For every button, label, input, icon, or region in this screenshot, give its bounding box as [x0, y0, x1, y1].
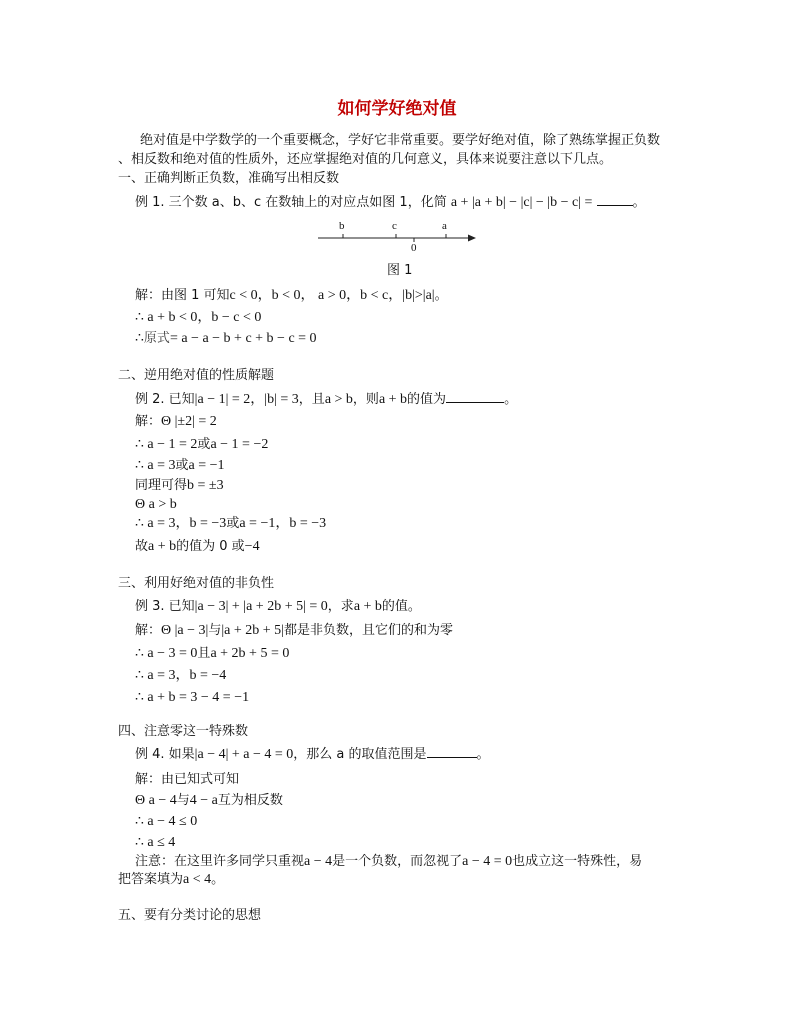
solution-2-line-6 — [135, 538, 260, 556]
solution-4-line-3: ∴ a ≤ 4 — [135, 835, 176, 850]
text: 故 — [135, 539, 149, 554]
text: 注意：在这里许多同学只重视 — [135, 854, 305, 869]
math: ∴ a = 3 — [135, 458, 176, 473]
math: a + b — [148, 539, 177, 554]
solution-4-line-1 — [135, 792, 283, 810]
section-1-heading: 一、正确判断正负数，准确写出相反数 — [118, 171, 340, 186]
solution-3-line-1 — [135, 645, 289, 663]
solution-label: 解： — [135, 623, 162, 638]
text: ，求 — [327, 599, 354, 614]
note-line-2 — [118, 871, 224, 889]
math: a − 4 = 0 — [462, 854, 513, 869]
number-line-figure — [310, 218, 485, 258]
example-2-math-2: a > b — [324, 392, 353, 407]
text: 的值。 — [381, 599, 421, 614]
text: 与 — [208, 623, 222, 638]
example-4 — [135, 745, 490, 764]
math: b = ±3 — [187, 478, 224, 493]
math: a + b — [353, 599, 382, 614]
axis-label-c: c — [392, 220, 397, 232]
example-2-text-2: ，且 — [298, 392, 325, 407]
text: 例 3. 已知 — [135, 599, 195, 614]
math: Θ |a − 3| — [161, 623, 209, 638]
text: 都是非负数，且它们的和为零 — [283, 623, 453, 638]
section-2-heading: 二、逆用绝对值的性质解题 — [118, 368, 275, 383]
text-or: 或 — [226, 516, 240, 531]
math: a < 4 — [183, 872, 212, 887]
answer-blank — [597, 193, 633, 206]
text: 。 — [476, 747, 490, 762]
text: 。 — [211, 872, 225, 887]
solution-1-math: c < 0，b < 0， a > 0，b < c，|b|>|a| — [229, 288, 435, 303]
text: 互为相反数 — [217, 793, 283, 808]
text: 与 — [176, 793, 190, 808]
solution-1 — [135, 287, 448, 305]
solution-1-text: 解：由图 1 可知 — [135, 288, 230, 303]
figure-caption: 图 1 — [387, 263, 413, 278]
solution-3-line-0 — [135, 622, 453, 640]
text-or: 或 — [175, 458, 189, 473]
solution-2-line-5 — [135, 515, 326, 533]
math: a − 1 = −2 — [210, 437, 269, 452]
text: 同理可得 — [135, 478, 188, 493]
example-1 — [135, 193, 646, 212]
solution-3-line-3: ∴ a + b = 3 − 4 = −1 — [135, 690, 250, 705]
solution-4-line-0: 解：由已知式可知 — [135, 772, 240, 787]
text: 的值为 0 或 — [176, 539, 245, 554]
math: 4 − a — [189, 793, 218, 808]
math: |a − 4| + a − 4 = 0 — [194, 747, 294, 762]
solution-1-result: = a − a − b + c + b − c = 0 — [169, 331, 317, 346]
text: 也成立这一特殊性，易 — [512, 854, 643, 869]
math: −4 — [244, 539, 260, 554]
therefore-sign: ∴ — [135, 331, 144, 346]
section-4-heading: 四、注意零这一特殊数 — [118, 724, 249, 739]
page-title: 如何学好绝对值 — [337, 99, 457, 119]
solution-2-math-0: Θ |±2| = 2 — [161, 414, 217, 429]
solution-2-line-4: Θ a > b — [135, 497, 177, 512]
axis-label-0: 0 — [411, 242, 417, 254]
example-1-math: a + |a + b| − |c| − |b − c| = — [450, 195, 593, 210]
example-2-math-3: a + b — [378, 392, 408, 407]
solution-2-line-0 — [135, 413, 217, 431]
example-2-text-4: 的值为 — [407, 392, 447, 407]
section-5-heading: 五、要有分类讨论的思想 — [118, 908, 262, 923]
solution-2-line-3 — [135, 477, 224, 495]
solution-4-line-2: ∴ a − 4 ≤ 0 — [135, 814, 198, 829]
axis-label-b: b — [339, 220, 345, 232]
example-3 — [135, 598, 421, 616]
axis-label-a: a — [442, 220, 447, 232]
solution-3-line-2: ∴ a = 3，b = −4 — [135, 668, 227, 683]
solution-1-line-3 — [135, 330, 317, 348]
text: 例 4. 如果 — [135, 747, 195, 762]
math: Θ a − 4 — [135, 793, 177, 808]
math: ∴ a − 1 = 2 — [135, 437, 198, 452]
text: ，那么 a 的取值范围是 — [293, 747, 427, 762]
math: a = −1 — [188, 458, 225, 473]
intro-line-2: 、相反数和绝对值的性质外，还应掌握绝对值的几何意义，具体来说要注意以下几点。 — [118, 152, 613, 167]
example-2-end: 。 — [504, 392, 518, 407]
solution-1-line-2: ∴ a + b < 0，b − c < 0 — [135, 310, 262, 325]
answer-blank — [427, 745, 477, 758]
original-expr-label: 原式 — [143, 331, 170, 346]
math: a − 4 — [304, 854, 333, 869]
example-2 — [135, 390, 517, 409]
text: 把答案填为 — [118, 872, 184, 887]
text-and: 且 — [197, 646, 211, 661]
math: a = −1，b = −3 — [239, 516, 327, 531]
example-1-end: 。 — [632, 195, 646, 210]
text-or: 或 — [197, 437, 211, 452]
section-3-heading: 三、利用好绝对值的非负性 — [118, 576, 275, 591]
answer-blank — [446, 390, 504, 403]
example-2-text: 例 2. 已知 — [135, 392, 195, 407]
solution-2-line-1 — [135, 436, 268, 454]
math: |a − 3| + |a + 2b + 5| = 0 — [194, 599, 328, 614]
solution-label: 解： — [135, 414, 162, 429]
text: 是一个负数，而忽视了 — [332, 854, 463, 869]
example-2-text-3: ，则 — [352, 392, 379, 407]
math: ∴ a − 3 = 0 — [135, 646, 198, 661]
intro-line-1: 绝对值是中学数学的一个重要概念，学好它非常重要。要学好绝对值，除了熟练掌握正负数 — [140, 133, 661, 148]
solution-1-end: 。 — [434, 288, 448, 303]
arrow-right-icon — [468, 235, 476, 242]
solution-2-line-2 — [135, 457, 225, 475]
math: |a + 2b + 5| — [221, 623, 284, 638]
math: a + 2b + 5 = 0 — [210, 646, 290, 661]
note-line-1 — [135, 853, 642, 871]
math: ∴ a = 3，b = −3 — [135, 516, 227, 531]
example-1-text: 例 1. 三个数 a、b、c 在数轴上的对应点如图 1，化简 — [135, 195, 447, 210]
example-2-math-1: |a − 1| = 2，|b| = 3 — [194, 392, 299, 407]
